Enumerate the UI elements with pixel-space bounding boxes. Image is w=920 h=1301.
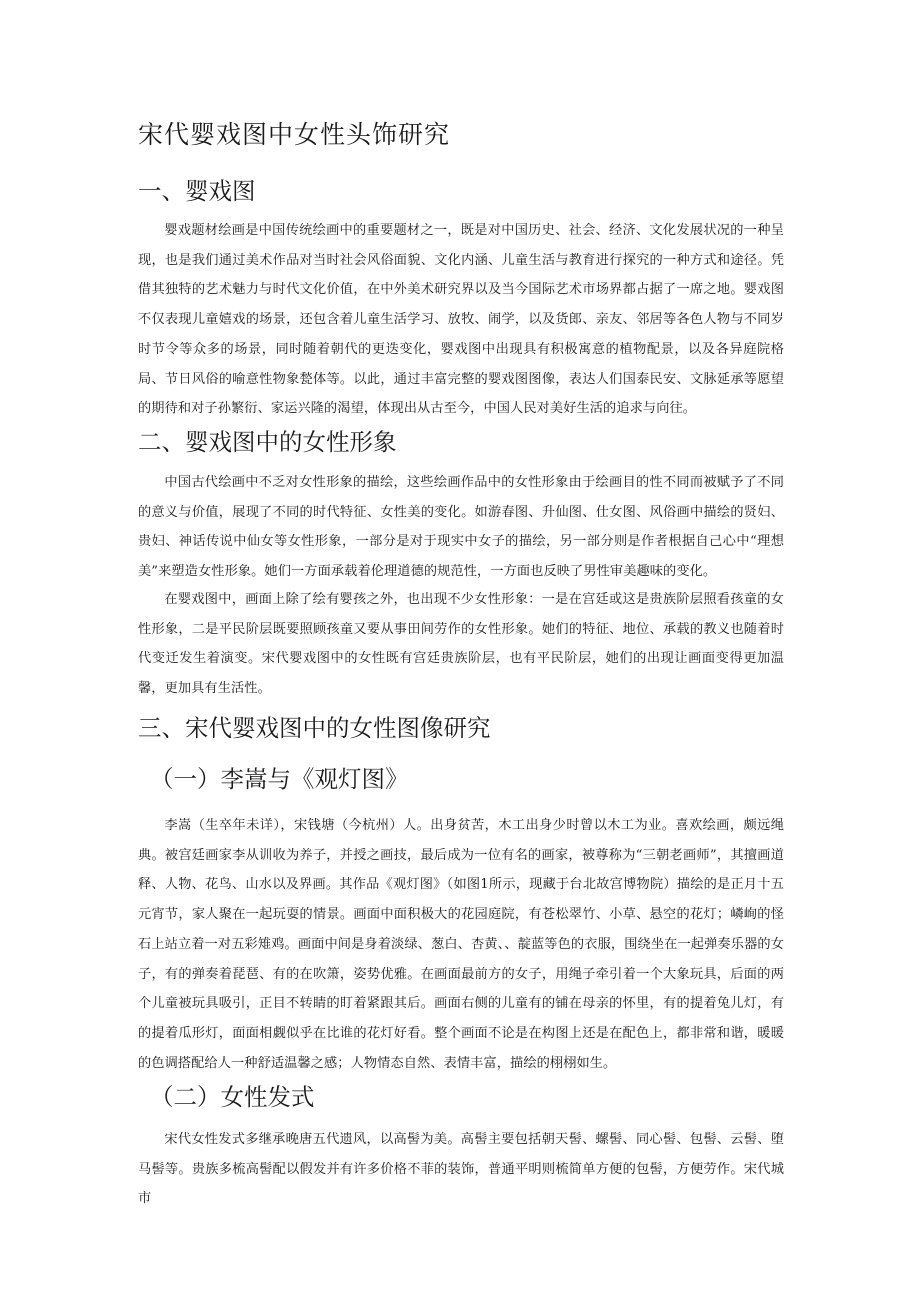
paragraph: 宋代女性发式多继承晚唐五代遗风，以高髻为美。高髻主要包括朝天髻、螺髻、同心髻、包髻、云髻、堕马髻等。贵族多梳高髻配以假发并有许多价格不菲的装饰，普通平明则梳简单方便的包髻，方便劳作。宋代城市: [138, 1132, 784, 1207]
paragraph: 中国古代绘画中不乏对女性形象的描绘，这些绘画作品中的女性形象由于绘画目的性不同而被赋予了不同的意义与价值，展现了不同的时代特征、女性美的变化。如游春图、升仙图、仕女图、风俗画中描绘的贤妇、贵妇、神话传说中仙女等女性形象，一部分是对于现实中女子的描绘，另一部分则是作者根据自己心中“理想美”来塑造女性形象。她们一方面承载着伦理道德的规范性，一方面也反映了男性审美趣味的变化。: [138, 475, 784, 580]
section-heading-3: 三、宋代婴戏图中的女性图像研究: [138, 714, 491, 742]
section-heading-2: 二、婴戏图中的女性形象: [138, 428, 397, 456]
paragraph: 婴戏题材绘画是中国传统绘画中的重要题材之一，既是对中国历史、社会、经济、文化发展状况的一种呈现，也是我们通过美术作品对当时社会风俗面貌、文化内涵、儿童生活与教育进行探究的一种方式和途径。凭借其独特的艺术魅力与时代文化价值，在中外美术研究界以及当今国际艺术市场界都占据了一席之地。婴戏图不仅表现儿童嬉戏的场景，还包含着儿童生活学习、放牧、闹学，以及货郎、亲友、邻居等各色人物与不同岁时节令等众多的场景，同时随着朝代的更迭变化，婴戏图中出现具有积极寓意的植物配景，以及各异庭院格局、节日风俗的喻意性物象甃体等。以此，通过丰富完整的婴戏图图像，表达人们国泰民安、文脉延承等愿望的期待和对子孙繁衍、家运兴隆的渴望，体现出从古至今，中国人民对美好生活的追求与向往。: [138, 223, 784, 417]
paragraph: 李嵩（生卒年未详），宋钱塘（今杭州）人。出身贫苦，木工出身少时曾以木工为业。喜欢绘画，颇远绳典。被宫廷画家李从训收为养子，并授之画技，最后成为一位有名的画家，被尊称为“三朝老画师”，其擅画道释、人物、花鸟、山水以及界画。其作品《观灯图》（如图1所示，现藏于台北故宫博物院）描绘的是正月十五元宵节，家人聚在一起玩耍的情景。画面中面积极大的花园庭院，有苍松翠竹、小草、悬空的花灯；嶙峋的怪石上站立着一对五彩雉鸡。画面中间是身着淡绿、葱白、杏黄、、靛蓝等色的衣服，围绕坐在一起弹奏乐器的女子，有的弹奏着琵琶、有的在吹箫，姿势优雅。在画面最前方的女子，用绳子牵引着一个大象玩具，后面的两个儿童被玩具吸引，正目不转睛的盯着紧跟其后。画面右侧的儿童有的铺在母亲的怀里，有的提着兔儿灯，有的提着瓜形灯，面面相觑似乎在比谁的花灯好看。整个画面不论是在构图上还是在配色上，都非常和谐，暖暖的色调搭配给人一种舒适温馨之感；人物情态自然、表情丰富，描绘的栩栩如生。: [138, 818, 784, 1071]
subsection-heading-2: （二）女性发式: [150, 1083, 315, 1111]
section-heading-1: 一、婴戏图: [138, 177, 256, 205]
paragraph: 在婴戏图中，画面上除了绘有婴孩之外，也出现不少女性形象：一是在宫廷或这是贵族阶层照看孩童的女性形象，二是平民阶层既要照顾孩童又要从事田间劳作的女性形象。她们的特征、地位、承载的教义也随着时代变迁发生着演变。宋代婴戏图中的女性既有宫廷贵族阶层，也有平民阶层，她们的出现让画面变得更加温馨，更加具有生活性。: [138, 592, 784, 697]
subsection-heading-1: （一）李嵩与《观灯图》: [150, 765, 409, 793]
document-title: 宋代婴戏图中女性头饰研究: [138, 120, 451, 149]
